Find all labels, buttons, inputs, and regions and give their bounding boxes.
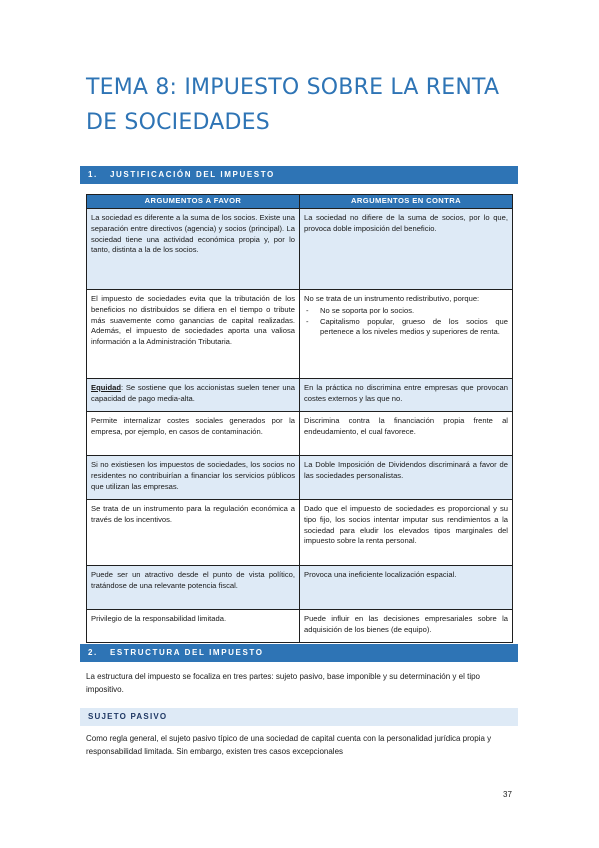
subsection-heading-sujeto-pasivo: SUJETO PASIVO <box>80 708 518 726</box>
arguments-table <box>86 194 513 643</box>
cell-contra: Discrimina contra la financiación propia frente al endeudamiento, el cual favorece. <box>300 412 513 456</box>
list-item: - Capitalismo popular, grueso de los socios que pertenece a los niveles medios y superiores de renta. <box>318 317 508 339</box>
table-row <box>87 209 513 290</box>
table-row <box>87 379 513 412</box>
table-row <box>87 500 513 566</box>
section-label: JUSTIFICACIÓN DEL IMPUESTO <box>110 170 275 179</box>
cell-contra-intro: No se trata de un instrumento redistributivo, porque: <box>304 294 480 303</box>
cell-contra: Dado que el impuesto de sociedades es proporcional y su tipo fijo, los socios intentar imputar sus rendimientos a la sociedad para eludir los elevados tipos marginales del impuesto sobre la renta personal. <box>300 500 513 566</box>
list-item: - No se soporta por lo socios. <box>318 306 508 317</box>
page-number: 37 <box>503 790 512 799</box>
cell-contra: La sociedad no difiere de la suma de socios, por lo que, provoca doble imposición del beneficio. <box>300 209 513 290</box>
section-heading-estructura <box>80 644 518 662</box>
table-row <box>87 412 513 456</box>
cell-favor: Puede ser un atractivo desde el punto de vista político, tratándose de una relevante potencia fiscal. <box>87 566 300 610</box>
contra-list <box>304 306 508 338</box>
cell-favor: El impuesto de sociedades evita que la tributación de los beneficios no distribuidos se difiera en el tiempo o tribute más suavemente como ganancias de capital realizadas. Además, el impuesto de sociedades aporta una valiosa información a la Administración Tributaria. <box>87 290 300 379</box>
table-header-row <box>87 195 513 209</box>
cell-favor: Si no existiesen los impuestos de sociedades, los socios no residentes no contribuirían a financiar los servicios públicos que utilizan las empresas. <box>87 456 300 500</box>
cell-contra: Provoca una ineficiente localización espacial. <box>300 566 513 610</box>
cell-favor: Privilegio de la responsabilidad limitada. <box>87 610 300 643</box>
table-row <box>87 566 513 610</box>
cell-contra: La Doble Imposición de Dividendos discriminará a favor de las sociedades personalistas. <box>300 456 513 500</box>
equidad-label: Equidad <box>91 383 121 392</box>
header-favor: ARGUMENTOS A FAVOR <box>87 195 300 209</box>
table-row <box>87 610 513 643</box>
cell-contra <box>300 290 513 379</box>
cell-favor: Permite internalizar costes sociales generados por la empresa, por ejemplo, en casos de contaminación. <box>87 412 300 456</box>
cell-contra: En la práctica no discrimina entre empresas que provocan costes externos y las que no. <box>300 379 513 412</box>
structure-paragraph: La estructura del impuesto se focaliza en tres partes: sujeto pasivo, base imponible y su determinación y el tipo impositivo. <box>86 672 480 694</box>
table-row <box>87 456 513 500</box>
header-contra: ARGUMENTOS EN CONTRA <box>300 195 513 209</box>
cell-favor-text: : Se sostiene que los accionistas suelen tener una capacidad de pago media-alta. <box>91 383 295 403</box>
section-number: 2. <box>88 648 98 657</box>
sujeto-pasivo-paragraph: Como regla general, el sujeto pasivo típico de una sociedad de capital cuenta con la personalidad jurídica propia y responsabilidad limitada. Sin embargo, existen tres casos excepcionales <box>86 734 492 756</box>
page-title: TEMA 8: IMPUESTO SOBRE LA RENTA DE SOCIEDADES <box>86 75 500 135</box>
section-heading-justificacion <box>80 166 518 184</box>
cell-favor: La sociedad es diferente a la suma de los socios. Existe una separación entre directivos (agencia) y socios (principal). La sociedad tiene una actividad económica propia y, por lo tanto, distinta a la de los socios. <box>87 209 300 290</box>
cell-contra: Puede influir en las decisiones empresariales sobre la adquisición de los bienes (de equipo). <box>300 610 513 643</box>
cell-favor <box>87 379 300 412</box>
section-label: ESTRUCTURA DEL IMPUESTO <box>110 648 264 657</box>
cell-favor: Se trata de un instrumento para la regulación económica a través de los incentivos. <box>87 500 300 566</box>
table-row <box>87 290 513 379</box>
section-number: 1. <box>88 170 98 179</box>
